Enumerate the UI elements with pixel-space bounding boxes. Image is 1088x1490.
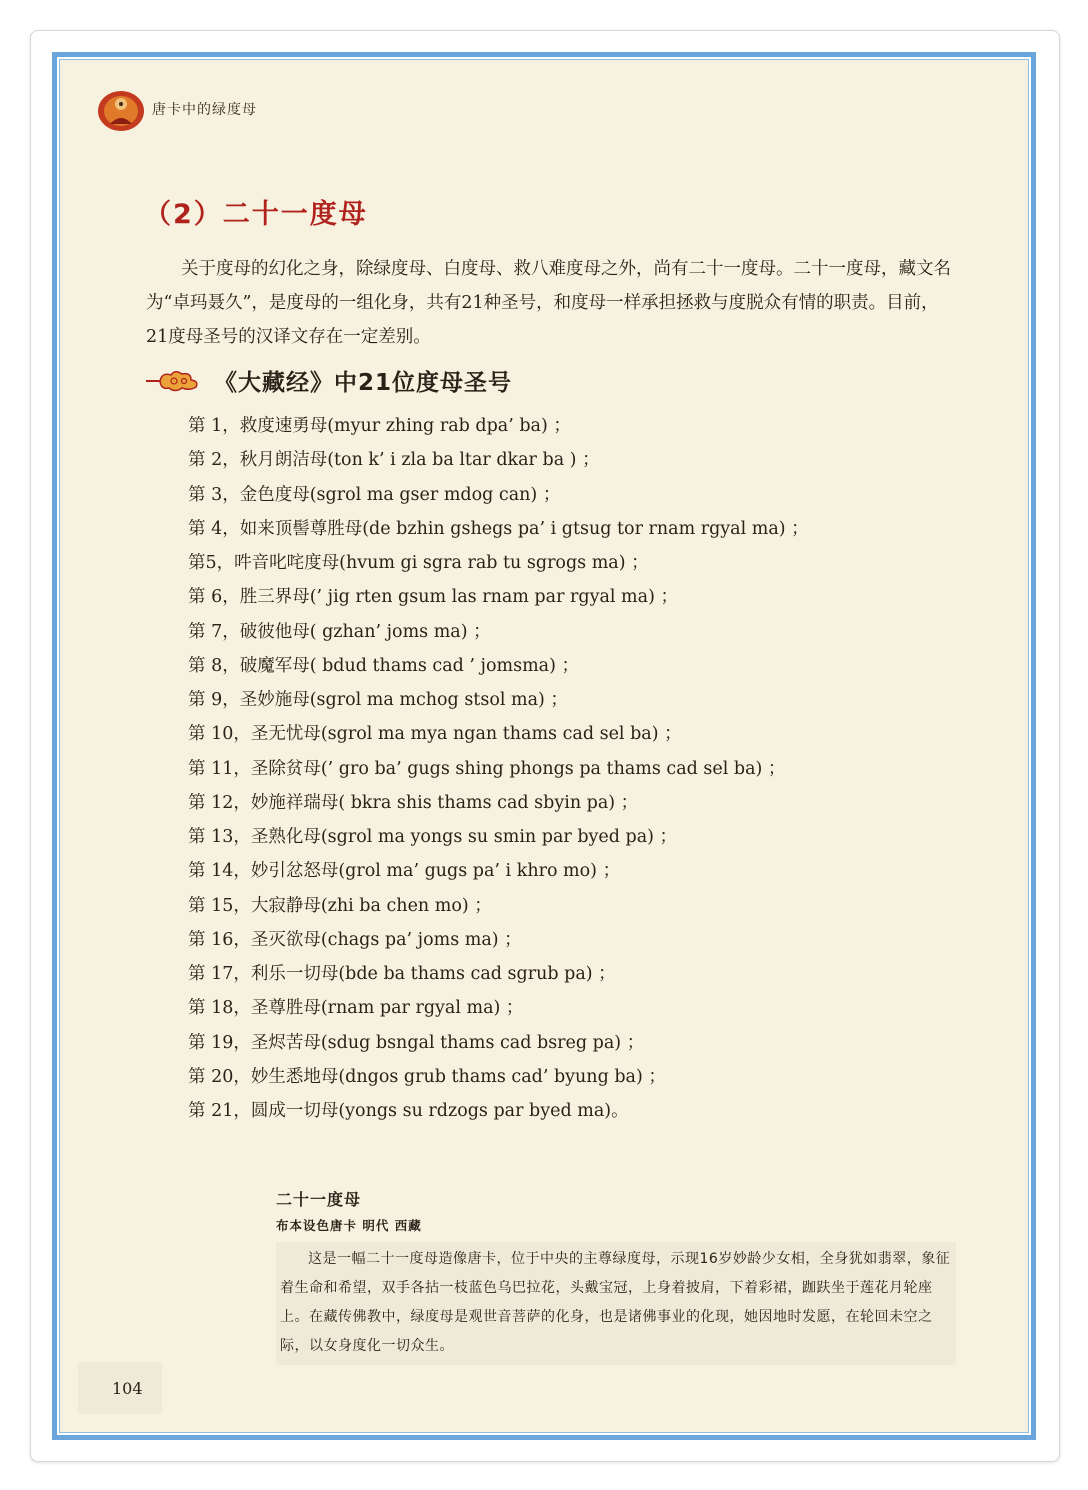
list-item: 第 15，大寂静母(zhi ba chen mo) ；	[188, 895, 492, 916]
subheading	[144, 364, 512, 397]
running-header	[96, 86, 257, 132]
section-title: （2）二十一度母	[144, 199, 368, 230]
list-item: 第 8，破魔军母( bdud thams cad ’ jomsma) ；	[188, 655, 579, 676]
list-item: 第 2，秋月朗洁母(ton k’ i zla ba ltar dkar ba ) ；	[188, 450, 600, 471]
intro-paragraph: 关于度母的幻化之身，除绿度母、白度母、救八难度母之外，尚有二十一度母。二十一度母，藏文名为“卓玛聂久”，是度母的一组化身，共有21种圣号，和度母一样承担拯救与度脱众有情的职责。目前，21度母圣号的汉译文存在一定差别。	[146, 259, 951, 347]
figure-caption	[276, 1187, 956, 1365]
tara-names-list	[188, 409, 809, 1128]
page-number-text: 104	[112, 1378, 143, 1398]
page-number	[78, 1362, 162, 1414]
list-item: 第 14，妙引忿怒母(grol ma’ gugs pa’ i khro mo) ；	[188, 861, 621, 882]
list-item: 第 11，圣除贫母(’ gro ba’ gugs shing phongs pa thams cad sel ba) ；	[188, 758, 786, 779]
book-page	[52, 52, 1036, 1440]
list-item: 第5，吽音叱咤度母(hvum gi sgra rab tu sgrogs ma) ；	[188, 553, 649, 573]
subheading-text: 《大藏经》中21位度母圣号	[214, 370, 513, 396]
deity-emblem-icon	[96, 86, 146, 132]
list-item: 第 13，圣熟化母(sgrol ma yongs su smin par byed pa) ；	[188, 827, 678, 847]
list-item: 第 9，圣妙施母(sgrol ma mchog stsol ma) ；	[188, 690, 568, 710]
list-item: 第 10，圣无忧母(sgrol ma mya ngan thams cad sel ba) ；	[188, 724, 682, 745]
caption-text: 这是一幅二十一度母造像唐卡，位于中央的主尊绿度母，示现16岁妙龄少女相，全身犹如翡翠，象征着生命和希望，双手各拈一枝蓝色乌巴拉花，头戴宝冠，上身着披肩，下着彩裙，跏趺坐于莲花月轮座上。在藏传佛教中，绿度母是观世音菩萨的化身，也是诸佛事业的化现，她因地时发愿，在轮回未空之际，以女身度化一切众生。	[276, 1242, 956, 1365]
list-item: 第 1，救度速勇母(myur zhing rab dpa’ ba) ；	[188, 416, 571, 436]
header-title: 唐卡中的绿度母	[152, 102, 257, 118]
list-item: 第 6，胜三界母(’ jig rten gsum las rnam par rgyal ma) ；	[188, 587, 678, 608]
list-item: 第 19，圣烬苦母(sdug bsngal thams cad bsreg pa) ；	[188, 1032, 645, 1053]
caption-subtitle: 布本设色唐卡 明代 西藏	[276, 1218, 422, 1233]
list-item: 第 18，圣尊胜母(rnam par rgyal ma) ；	[188, 998, 524, 1019]
list-item: 第 7，破彼他母( gzhan’ joms ma) ；	[188, 621, 491, 642]
list-item: 第 3，金色度母(sgrol ma gser mdog can) ；	[188, 484, 561, 505]
caption-title: 二十一度母	[276, 1190, 362, 1209]
list-item: 第 4，如来顶髻尊胜母(de bzhin gshegs pa’ i gtsug tor rnam rgyal ma) ；	[188, 518, 809, 539]
list-item: 第 17，利乐一切母(bde ba thams cad sgrub pa) ；	[188, 964, 616, 984]
list-item: 第 21，圆成一切母(yongs su rdzogs par byed ma)。	[188, 1101, 629, 1121]
list-item: 第 12，妙施祥瑞母( bkra shis thams cad sbyin pa) ；	[188, 792, 639, 813]
list-item: 第 20，妙生悉地母(dngos grub thams cad’ byung ba) ；	[188, 1066, 666, 1087]
list-item: 第 16，圣灭欲母(chags pa’ joms ma) ；	[188, 929, 522, 950]
cloud-ornament-icon	[144, 368, 204, 394]
